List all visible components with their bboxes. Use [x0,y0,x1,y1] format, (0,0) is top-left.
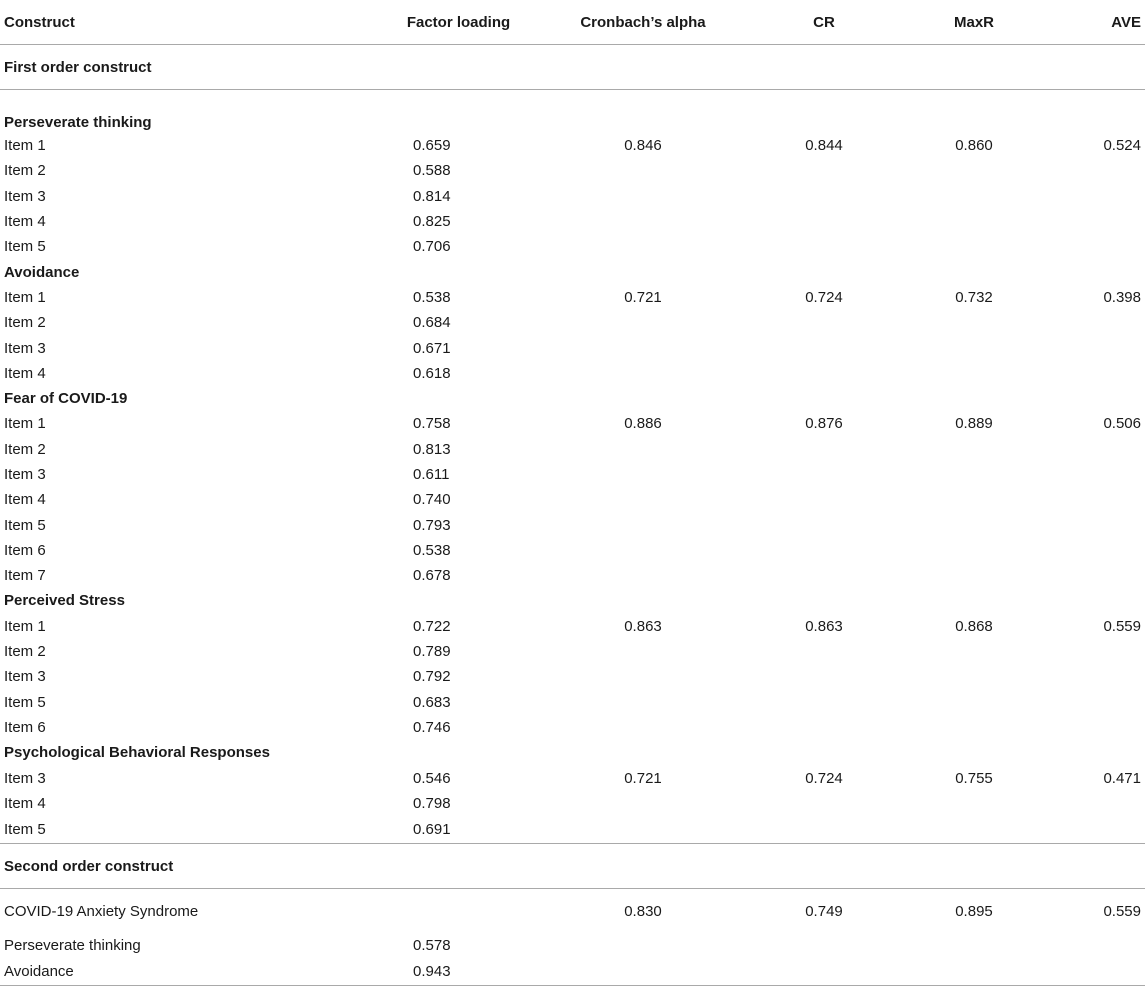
factor-loading-value: 0.793 [413,516,451,534]
group-label: Psychological Behavioral Responses [4,744,270,762]
table-row [0,184,1145,209]
ave-value: 0.506 [1103,415,1141,433]
header-factor-loading: Factor loading [372,0,545,45]
factor-loading-value: 0.538 [413,288,451,306]
factor-loading-value: 0.740 [413,491,451,509]
factor-loading-value: 0.798 [413,794,451,812]
table-row [0,791,1145,816]
item-label: Perseverate thinking [4,937,141,955]
table-row [0,816,1145,844]
section-label: Second order construct [0,844,1145,889]
group-label: Perseverate thinking [4,114,152,131]
table-row [0,538,1145,563]
item-label: Item 3 [4,668,46,686]
second-order-construct-label: COVID-19 Anxiety Syndrome [4,902,199,920]
ave-value: 0.559 [1103,902,1141,920]
factor-loading-value: 0.618 [413,364,451,382]
table-row [0,614,1145,639]
maxr-value: 0.860 [955,137,993,155]
table-row [0,639,1145,664]
item-label: Item 4 [4,213,46,231]
table-row [0,889,1145,934]
table-row [0,690,1145,715]
item-label: Item 2 [4,440,46,458]
item-label: Item 1 [4,137,46,155]
header-cr: CR [741,0,907,45]
alpha-value: 0.846 [624,137,662,155]
factor-loading-value: 0.671 [413,339,451,357]
table-row [0,933,1145,958]
factor-loading-value: 0.758 [413,415,451,433]
table-row [0,310,1145,335]
item-label: Item 2 [4,314,46,332]
factor-loading-value: 0.789 [413,643,451,661]
item-label: Item 2 [4,643,46,661]
header-cronbach-alpha: Cronbach’s alpha [545,0,741,45]
group-row [0,588,1145,613]
table-row [0,133,1145,158]
item-label: Item 4 [4,794,46,812]
group-row [0,90,1145,134]
item-label: Avoidance [0,958,372,986]
table-row [0,563,1145,588]
factor-loading-value: 0.943 [372,958,545,986]
table-row [0,158,1145,183]
group-label: Perceived Stress [4,592,125,610]
alpha-value: 0.721 [624,288,662,306]
cr-value: 0.863 [805,617,843,635]
group-row [0,740,1145,765]
item-label: Item 3 [4,187,46,205]
table-row [0,487,1145,512]
factor-loading-value: 0.813 [413,440,451,458]
header-construct: Construct [0,0,372,45]
maxr-value: 0.895 [955,902,993,920]
cr-value: 0.749 [805,902,843,920]
item-label: Item 5 [4,238,46,256]
ave-value: 0.559 [1103,617,1141,635]
factor-loading-value: 0.722 [413,617,451,635]
cr-value: 0.724 [805,288,843,306]
item-label: Item 3 [4,466,46,483]
factor-loading-value: 0.546 [413,769,451,787]
header-ave: AVE [1041,0,1145,45]
table-row [0,361,1145,386]
table-row [0,411,1145,436]
table-row [0,462,1145,487]
table-body [0,45,1145,986]
factor-loading-value: 0.814 [413,187,451,205]
item-label: Item 6 [4,541,46,559]
item-label: Item 4 [4,491,46,509]
ave-value: 0.471 [1103,769,1141,787]
factor-loading-value: 0.706 [413,238,451,256]
alpha-value: 0.830 [624,902,662,920]
section-label: First order construct [0,45,1145,90]
item-label: Item 1 [4,288,46,306]
alpha-value: 0.886 [624,415,662,433]
item-label: Item 3 [4,339,46,357]
table-row [0,437,1145,462]
ave-value: 0.398 [1103,288,1141,306]
factor-loading-value: 0.538 [413,541,451,559]
item-label: Item 6 [4,718,46,736]
ave-value: 0.524 [1103,137,1141,155]
item-label: Item 1 [4,415,46,433]
cr-value: 0.876 [805,415,843,433]
header-row [0,0,1145,45]
table-row [0,958,1145,986]
maxr-value: 0.889 [955,415,993,433]
item-label: Item 5 [4,516,46,534]
table-row [0,664,1145,689]
table-row [0,335,1145,360]
group-label: Avoidance [4,263,80,281]
section-row-second-order [0,844,1145,889]
maxr-value: 0.732 [955,288,993,306]
factor-loading-value: 0.746 [413,718,451,736]
factor-loading-value: 0.825 [413,213,451,231]
item-label: Item 7 [4,567,46,585]
factor-loading-value: 0.678 [413,567,451,585]
item-label: Item 5 [0,816,372,844]
table-row [0,234,1145,259]
factor-loading-value: 0.611 [413,466,450,483]
maxr-value: 0.755 [955,769,993,787]
factor-loading-value: 0.659 [413,137,451,155]
factor-loading-value: 0.684 [413,314,451,332]
factor-loading-value: 0.683 [413,693,451,711]
table-row [0,715,1145,740]
item-label: Item 4 [4,364,46,382]
alpha-value: 0.863 [624,617,662,635]
item-label: Item 5 [4,693,46,711]
item-label: Item 2 [4,162,46,180]
table-header [0,0,1145,45]
section-row-first-order [0,45,1145,90]
item-label: Item 3 [4,769,46,787]
group-label: Fear of COVID-19 [4,390,128,408]
factor-loading-value: 0.792 [413,668,451,686]
item-label: Item 1 [4,617,46,635]
maxr-value: 0.868 [955,617,993,635]
alpha-value: 0.721 [624,769,662,787]
cr-value: 0.724 [805,769,843,787]
table-row [0,285,1145,310]
factor-loading-value: 0.588 [413,162,451,180]
group-row [0,259,1145,284]
factor-loading-value: 0.691 [372,816,545,844]
cr-value: 0.844 [805,137,843,155]
factor-loading-value: 0.578 [413,937,451,955]
group-row [0,386,1145,411]
header-maxr: MaxR [907,0,1041,45]
table-row [0,209,1145,234]
table-row [0,512,1145,537]
table-row [0,765,1145,790]
